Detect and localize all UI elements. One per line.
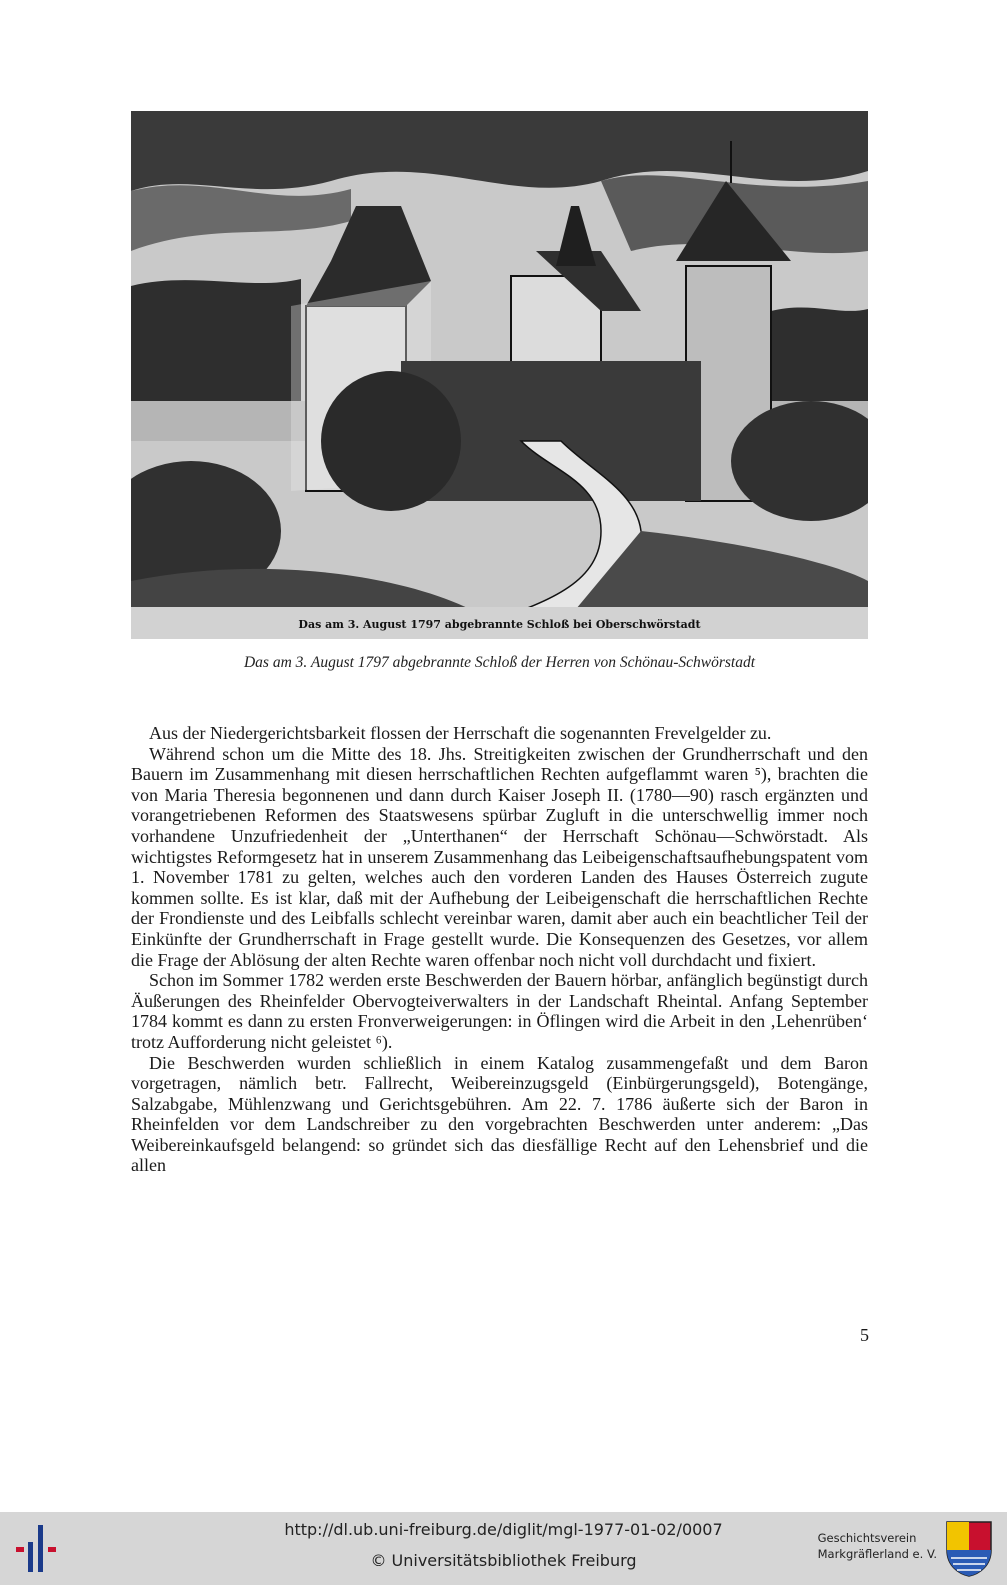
plate-label: Das am 3. August 1797 abgebrannte Schloß bei Oberschwörstadt bbox=[298, 618, 701, 631]
paragraph: Während schon um die Mitte des 18. Jhs. Streitigkeiten zwischen der Grundherrschaft und den Bauern im Zusammenhang mit diesen herrschaftlichen Rechten aufgeflammt waren ⁵), brachten die von Maria Theresia begonnenen und dann durch Kaiser Joseph II. (1780—90) rasch ergänzten und vorangetriebenen Reformen des Staatswesens spürbar Zugluft in die unterschwellig immer noch vorhandene Unzufriedenheit der „Unterthanen“ der Herrschaft Schönau—Schwörstadt. Als wichtigstes Reformgesetz hat in unserem Zusammenhang das Leibeigenschaftsaufhebungspatent vom 1. November 1781 zu gelten, welches auch den vorderen Landen des Hauses Österreich zugute kommen sollte. Es ist klar, daß mit der Aufhebung der Leibeigenschaft die herrschaftlichen Rechte der Frondienste und des Leibfalls schlecht vereinbar waren, damit aber auch ein beachtlicher Teil der Einkünfte der Grundherrschaft in Frage gestellt wurde. Die Konsequenzen des Gesetzes, vor allem die Frage der Ablösung der alten Rechte waren offenbar noch nicht voll durchdacht und fixiert. bbox=[131, 743, 868, 970]
society-line: Geschichtsverein bbox=[817, 1531, 917, 1545]
figure-caption: Das am 3. August 1797 abgebrannte Schloß der Herren von Schönau-Schwörstadt bbox=[243, 654, 756, 671]
footer-url-link[interactable]: http://dl.ub.uni-freiburg.de/diglit/mgl-1977-01-02/0007 bbox=[284, 1520, 723, 1539]
paragraph: Die Beschwerden wurden schließlich in einem Katalog zusammengefaßt und dem Baron vorgetragen, nämlich betr. Fallrecht, Weibereinzugsgeld (Einbürgerungsgeld), Botengänge, Salzabgabe, Mühlenzwang und Gerichtsgebühren. Am 22. 7. 1786 äußerte sich der Baron in Rheinfelden vor dem Landschreiber zu den vorgebrachten Beschwerden unter anderem: „Das Weibereinkaufsgeld belangend: so gründet sich das diesfällige Recht auf den Lehensbrief und die allen bbox=[131, 1052, 868, 1176]
paragraph: Schon im Sommer 1782 werden erste Beschwerden der Bauern hörbar, anfänglich begünstigt durch Äußerungen des Rheinfelder Obervogteiverwalters in der Landschaft Rheintal. Anfang September 1784 kommt es dann zu ersten Fronverweigerungen: in Öflingen wird die Arbeit in den ‚Lehenrüben‘ trotz Aufforderung nicht geleistet ⁶). bbox=[131, 970, 868, 1052]
paragraph: Aus der Niedergerichtsbarkeit flossen der Herrschaft die sogenannten Frevelgelder zu. bbox=[149, 723, 772, 743]
castle-engraving bbox=[131, 111, 868, 639]
coat-of-arms-icon bbox=[945, 1520, 993, 1578]
page-number: 5 bbox=[860, 1325, 869, 1345]
society-name bbox=[818, 1530, 937, 1562]
footer-bar bbox=[0, 1512, 1007, 1585]
footer-copyright: © Universitätsbibliothek Freiburg bbox=[370, 1551, 637, 1570]
society-line: Markgräflerland e. V. bbox=[817, 1547, 937, 1561]
castle-illustration bbox=[131, 111, 868, 639]
body-text bbox=[131, 723, 868, 1176]
